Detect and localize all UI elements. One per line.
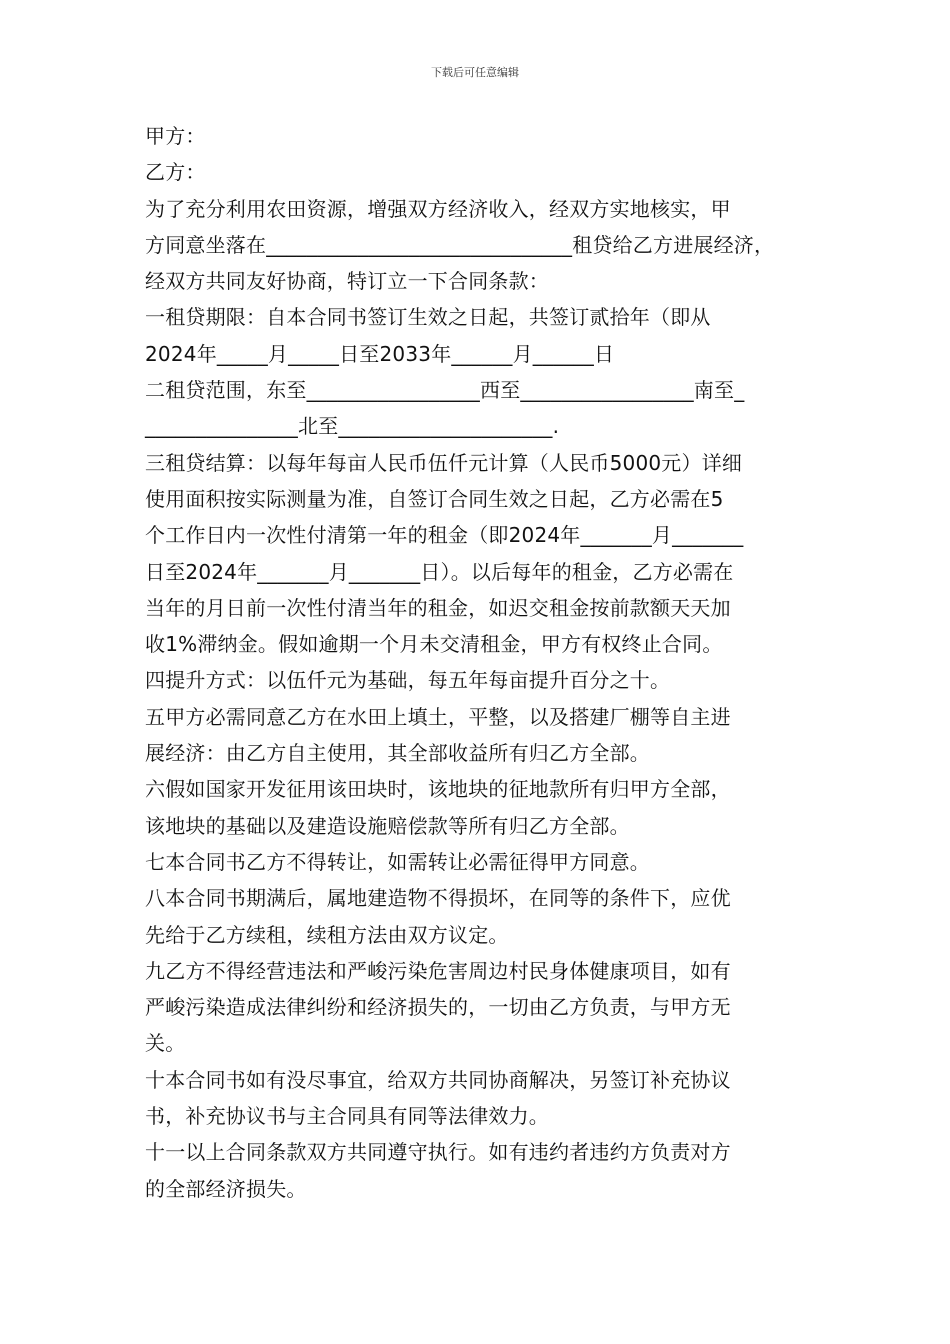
- clause-3-line: 日至2024年_______月_______日）。以后每年的租金，乙方必需在: [145, 559, 734, 584]
- clause-8-line: 八本合同书期满后，属地建造物不得损坏，在同等的条件下，应优: [145, 886, 731, 911]
- clause-2-line: 二租贷范围，东至_________________西至_________________南至_: [145, 378, 745, 403]
- clause-1-line: 一租贷期限：自本合同书签订生效之日起，共签订贰拾年（即从: [145, 305, 711, 330]
- clause-6-line: 六假如国家开发征用该田块时，该地块的征地款所有归甲方全部，: [145, 777, 731, 802]
- clause-3-line: 当年的月日前一次性付清当年的租金，如迟交租金按前款额天天加: [145, 595, 731, 620]
- clause-8-line: 先给于乙方续租，续租方法由双方议定。: [145, 922, 509, 947]
- party-a-line: 甲方：: [145, 124, 206, 148]
- preamble-line: 方同意坐落在______________________________租贷给乙方进展经济，: [145, 232, 775, 257]
- clause-3-line: 收1%滞纳金。假如逾期一个月未交清租金，甲方有权终止合同。: [145, 632, 723, 657]
- preamble-line: 为了充分利用农田资源，增强双方经济收入，经双方实地核实，甲: [145, 196, 731, 221]
- clause-3-line: 个工作日内一次性付清第一年的租金（即2024年_______月_______: [145, 523, 744, 548]
- clause-10-line: 书，补充协议书与主合同具有同等法律效力。: [145, 1104, 549, 1129]
- clause-7-line: 七本合同书乙方不得转让，如需转让必需征得甲方同意。: [145, 849, 650, 874]
- clause-9-line: 关。: [145, 1031, 186, 1056]
- party-b-line: 乙方：: [145, 160, 206, 185]
- clause-4-line: 四提升方式：以伍仟元为基础，每五年每亩提升百分之十。: [145, 668, 671, 693]
- clause-5-line: 展经济：由乙方自主使用，其全部收益所有归乙方全部。: [145, 741, 650, 766]
- preamble-line: 经双方共同友好协商，特订立一下合同条款：: [145, 269, 549, 294]
- clause-3-line: 三租贷结算：以每年每亩人民币伍仟元计算（人民币5000元）详细: [145, 450, 743, 475]
- clause-3-line: 使用面积按实际测量为准，自签订合同生效之日起，乙方必需在5: [145, 486, 724, 511]
- clause-9-line: 严峻污染造成法律纠纷和经济损失的，一切由乙方负责，与甲方无: [145, 995, 731, 1020]
- clause-11-line: 十一以上合同条款双方共同遵守执行。如有违约者违约方负责对方: [145, 1140, 731, 1165]
- clause-11-line: 的全部经济损失。: [145, 1176, 307, 1201]
- clause-1-line: 2024年_____月_____日至2033年______月______日: [145, 341, 615, 366]
- clause-5-line: 五甲方必需同意乙方在水田上填土，平整，以及搭建厂棚等自主进: [145, 704, 731, 729]
- page-header-note: 下载后可任意编辑: [431, 66, 519, 79]
- clause-2-line: _______________北至_____________________.: [145, 414, 560, 439]
- clause-10-line: 十本合同书如有没尽事宜，给双方共同协商解决，另签订补充协议: [145, 1067, 731, 1092]
- clause-6-line: 该地块的基础以及建造设施赔偿款等所有归乙方全部。: [145, 813, 630, 838]
- contract-body: [145, 118, 810, 1207]
- clause-9-line: 九乙方不得经营违法和严峻污染危害周边村民身体健康项目，如有: [145, 958, 731, 983]
